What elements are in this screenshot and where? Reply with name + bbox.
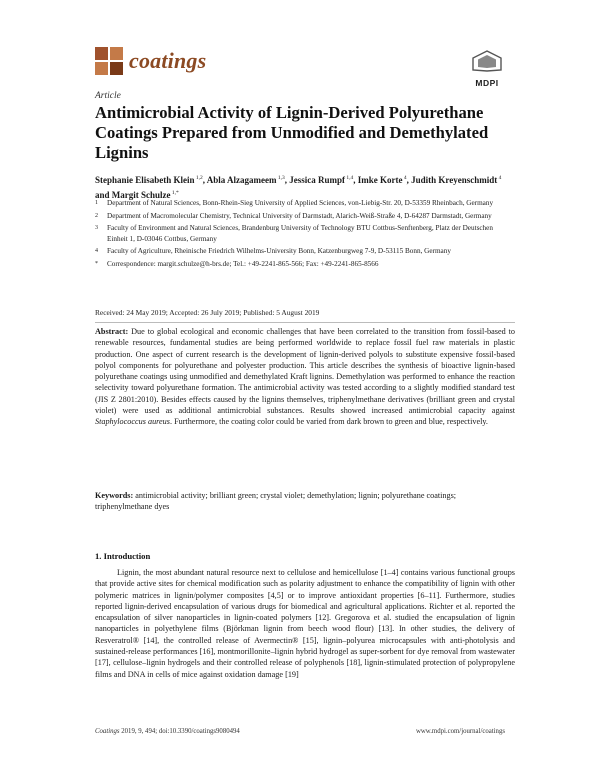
affiliation-text: Correspondence: margit.schulze@h-brs.de; Tel.: +49-2241-865-566; Fax: +49-2241-865-8566 [107, 259, 379, 268]
author-affiliation-marker: 1,3 [276, 175, 285, 181]
journal-name: coatings [129, 48, 207, 73]
divider [95, 322, 515, 323]
keywords-text: antimicrobial activity; brilliant green; crystal violet; demethylation; lignin; polyurethane coatings; triphenylmethane dyes [95, 491, 457, 512]
affiliation-text: Department of Macromolecular Chemistry, Technical University of Darmstadt, Alarich-Weiß-Straße 4, D-64287 Darmstadt, Germany [107, 211, 492, 220]
footer-doi: 2019, 9, 494; doi:10.3390/coatings9080494 [119, 728, 240, 735]
affiliation-number: 2 [95, 212, 98, 219]
affiliation-item [95, 246, 515, 257]
author-separator: , [353, 175, 358, 185]
author-name: Jessica Rumpf [289, 175, 346, 185]
affiliation-item [95, 259, 515, 270]
abstract-text-end: . Furthermore, the coating color could be varied from dark brown to green and blue, respectively. [169, 417, 488, 427]
affiliation-number: 1 [95, 200, 98, 206]
author-name: Abla Alzagameem [206, 175, 277, 185]
footer-journal: Coatings [95, 728, 120, 735]
affiliation-number: * [95, 260, 98, 267]
author-name: Margit Schulze [111, 190, 171, 200]
keywords [95, 490, 515, 513]
coatings-logo-icon [95, 47, 123, 75]
affiliation-text: Faculty of Environment and Natural Sciences, Brandenburg University of Technology BTU Cottbus-Senftenberg, Platz der Deutschen Einheit 1, D-03046 Cottbus, Germany [107, 224, 493, 243]
publisher-name: MDPI [475, 78, 499, 88]
author-affiliation-marker: 1,4 [345, 175, 354, 181]
affiliation-text: Department of Natural Sciences, Bonn-Rhein-Sieg University of Applied Sciences, von-Liebig-Str. 20, D-53359 Rheinbach, Germany [107, 199, 494, 207]
author-separator: and [95, 190, 112, 200]
footer-url[interactable]: www.mdpi.com/journal/coatings [415, 728, 505, 735]
paper-title: Antimicrobial Activity of Lignin-Derived Polyurethane Coatings Prepared from Unmodified and Demethylated Lignins [95, 103, 489, 162]
author-name: Imke Korte [357, 175, 403, 185]
author-name: Stephanie Elisabeth Klein [95, 175, 195, 185]
affiliation-text: Faculty of Agriculture, Rheinische Friedrich Wilhelms-University Bonn, Katzenburgweg 7-9, D-53115 Bonn, Germany [107, 247, 451, 256]
abstract-organism: Staphylococcus aureus [95, 417, 170, 427]
footer-citation [95, 728, 240, 735]
author-affiliation-marker: 1,* [170, 190, 179, 196]
author-separator: , [406, 175, 412, 185]
journal-logo [95, 44, 206, 78]
author-name: Judith Kreyenschmidt [411, 175, 498, 185]
article-type: Article [95, 91, 121, 101]
introduction-paragraph: Lignin, the most abundant natural resource next to cellulose and hemicellulose [1–4] contains various functional groups that provide active sites for chemical modification such as polarity adjustment to enhance the compatibility of lignin with other polymeric matrices in lignin/polymer composites [4,5] or to improve antioxidant properties [6–11]. Furthermore, studies reported lignin-derived encapsulation of various drugs for biomedical and agricultural applications. Richter et al. reported the encapsulation of silver nanoparticles in lignin-coated polymers [12]. Gregorova et al. studied the encapsulation of lignin nanoparticles in polyethylene films (Björkman lignin from beech wood flour) [13]. In other studies, the delivery of Resveratrol® [14], the controlled release of Avermectin® [15], lignin–polyurea microcapsules with anti-photolysis and sustained-release performances [16], montmorillonite–lignin hybrid hydrogel as super-sorbent for dye removal from wastewater [17], cellulose–lignin hydrogels and their controlled release of polyphenols [18], lignin-stimulated protection of polypropylene films and DNA in cells of mice against oxidation damage [19] [95, 568, 515, 679]
abstract-text: Due to global ecological and economic challenges that have been correlated to the transition from fossil-based to renewable resources, fundamental studies are being performed worldwide to replace fossil fuel raw materials in plastic production. One aspect of current research is the development of lignin-derived polyols to substitute expensive fossil-based polyol components for polyurethane and polyester production. This article describes the synthesis of bioactive lignin-based polyurethane coatings using unmodified and demethylated Kraft lignins. Demethylation was performed to enhance the reaction selectivity toward polyurethane formation. The antimicrobial activity was tested according to a slightly modified standard test (JIS Z 2801:2010). Besides effects caused by the lignins themselves, triphenylmethane derivatives (brilliant green and crystal violet) were used as additional antimicrobial substances. Results showed increased antimicrobial capacity against [95, 327, 515, 416]
abstract-label: Abstract: [95, 327, 129, 336]
author-affiliation-marker: 4 [497, 175, 502, 181]
publication-dates: Received: 24 May 2019; Accepted: 26 July 2019; Published: 5 August 2019 [95, 308, 320, 317]
author-affiliation-marker: 1,2 [194, 175, 203, 181]
affiliation-number: 4 [95, 248, 98, 255]
affiliation-item [95, 223, 515, 244]
affiliation-number: 3 [95, 225, 98, 232]
affiliation-list [95, 198, 515, 272]
abstract [95, 326, 515, 428]
publisher-logo [468, 50, 506, 88]
affiliation-item [95, 211, 515, 222]
mdpi-logo-icon [468, 50, 506, 72]
section-heading: 1. Introduction [95, 551, 151, 561]
author-affiliation-marker: 4 [402, 175, 407, 181]
affiliation-item [95, 198, 515, 209]
keywords-label: Keywords: [95, 491, 134, 500]
author-separator: , [202, 175, 207, 185]
author-separator: , [284, 175, 290, 185]
